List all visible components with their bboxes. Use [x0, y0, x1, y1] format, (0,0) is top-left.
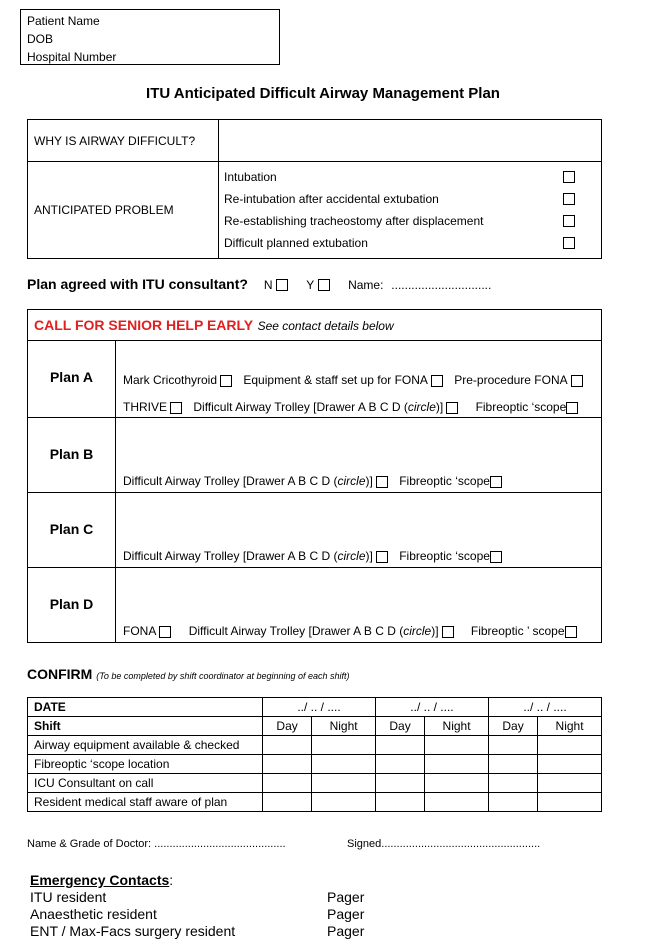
hospital-number-label: Hospital Number	[27, 50, 117, 64]
doctor-name-field[interactable]: ...........................................	[154, 838, 286, 850]
shift-cell[interactable]	[538, 736, 602, 755]
shift-cell[interactable]	[488, 774, 537, 793]
day-header: Day	[488, 717, 537, 736]
fibreoptic-label: Fibreoptic ’ scope	[470, 624, 565, 638]
trolley-label: Difficult Airway Trolley [Drawer A B C D (circle)]	[123, 474, 373, 488]
airway-difficulty-table	[27, 119, 602, 259]
plan-a-label: Plan A	[28, 341, 116, 417]
fona-label: FONA	[123, 624, 157, 638]
day-header: Day	[263, 717, 312, 736]
problem-option	[219, 232, 601, 254]
trolley-checkbox[interactable]	[446, 402, 458, 414]
confirm-note: (To be completed by shift coordinator at beginning of each shift)	[96, 671, 350, 681]
mark-cricothyroid-checkbox[interactable]	[220, 375, 232, 387]
problem-reintubation-checkbox[interactable]	[563, 193, 575, 205]
anticipated-problem-label: ANTICIPATED PROBLEM	[28, 162, 219, 259]
contact-role: ENT / Max-Facs surgery resident	[30, 923, 236, 939]
trolley-checkbox[interactable]	[442, 626, 454, 638]
shift-confirm-table	[27, 697, 602, 812]
plan-a-line-1	[123, 373, 583, 387]
emergency-heading-colon: :	[169, 872, 174, 888]
shift-cell[interactable]	[312, 774, 376, 793]
shift-cell[interactable]	[375, 793, 424, 812]
plan-c-line	[123, 549, 510, 563]
why-difficult-label: WHY IS AIRWAY DIFFICULT?	[28, 120, 219, 162]
yes-label: Y	[306, 278, 315, 292]
contact-row	[30, 906, 365, 923]
thrive-checkbox[interactable]	[170, 402, 182, 414]
contact-row	[30, 923, 365, 940]
shift-label: Shift	[28, 717, 263, 736]
shift-cell[interactable]	[263, 793, 312, 812]
day-header: Day	[375, 717, 424, 736]
doctor-name-label: Name & Grade of Doctor:	[27, 838, 152, 850]
night-header: Night	[425, 717, 489, 736]
problem-tracheostomy-label: Re-establishing tracheostomy after displacement	[224, 214, 484, 228]
table-row	[28, 736, 602, 755]
contact-role: Anaesthetic resident	[30, 906, 157, 922]
patient-name-label: Patient Name	[27, 14, 100, 28]
shift-cell[interactable]	[312, 793, 376, 812]
table-row	[28, 755, 602, 774]
plan-b-label: Plan B	[28, 418, 116, 492]
contact-pager: Pager	[327, 923, 365, 939]
emergency-heading: Emergency Contacts	[30, 872, 170, 888]
signed-field[interactable]: ....................................................	[381, 838, 541, 850]
plans-table	[27, 309, 602, 643]
fibreoptic-label: Fibreoptic ‘scope	[399, 549, 490, 563]
night-header: Night	[538, 717, 602, 736]
trolley-label: Difficult Airway Trolley [Drawer A B C D (circle)]	[123, 549, 373, 563]
date-field[interactable]: ../ .. / ....	[375, 698, 488, 717]
plan-b-row	[28, 418, 601, 493]
why-difficult-field[interactable]	[219, 120, 602, 162]
date-field[interactable]: ../ .. / ....	[488, 698, 601, 717]
trolley-checkbox[interactable]	[376, 551, 388, 563]
plan-d-row	[28, 568, 601, 642]
shift-cell[interactable]	[425, 755, 489, 774]
yes-checkbox[interactable]	[318, 279, 330, 291]
no-checkbox[interactable]	[276, 279, 288, 291]
fibreoptic-checkbox[interactable]	[565, 626, 577, 638]
shift-cell[interactable]	[312, 736, 376, 755]
fibreoptic-checkbox[interactable]	[490, 551, 502, 563]
date-field[interactable]: ../ .. / ....	[263, 698, 376, 717]
trolley-label: Difficult Airway Trolley [Drawer A B C D (circle)]	[188, 624, 439, 638]
plan-c-row	[28, 493, 601, 568]
shift-cell[interactable]	[263, 774, 312, 793]
contact-role: ITU resident	[30, 889, 107, 905]
problem-tracheostomy-checkbox[interactable]	[563, 215, 575, 227]
plan-d-label: Plan D	[28, 568, 116, 642]
shift-cell[interactable]	[538, 774, 602, 793]
date-label: DATE	[28, 698, 263, 717]
problem-intubation-checkbox[interactable]	[563, 171, 575, 183]
row-label: Fibreoptic ‘scope location	[28, 755, 263, 774]
contact-pager: Pager	[327, 889, 365, 905]
problem-option	[219, 166, 601, 188]
shift-cell[interactable]	[425, 736, 489, 755]
fibreoptic-checkbox[interactable]	[566, 402, 578, 414]
plan-b-line	[123, 474, 510, 488]
problem-option	[219, 210, 601, 232]
equipment-fona-label: Equipment & staff set up for FONA	[243, 373, 428, 387]
plan-agreed-label: Plan agreed with ITU consultant?	[27, 276, 248, 292]
fona-checkbox[interactable]	[159, 626, 171, 638]
trolley-checkbox[interactable]	[376, 476, 388, 488]
emergency-contacts	[30, 872, 365, 940]
night-header: Night	[312, 717, 376, 736]
table-row	[28, 793, 602, 812]
shift-cell[interactable]	[425, 793, 489, 812]
dob-label: DOB	[27, 32, 54, 46]
patient-details-box	[20, 9, 280, 65]
plan-agreed-line	[27, 276, 491, 292]
shift-cell[interactable]	[263, 736, 312, 755]
no-label: N	[263, 278, 273, 292]
confirm-heading	[27, 666, 350, 682]
shift-cell[interactable]	[488, 755, 537, 774]
shift-cell[interactable]	[538, 793, 602, 812]
problem-reintubation-label: Re-intubation after accidental extubation	[224, 192, 439, 206]
equipment-fona-checkbox[interactable]	[431, 375, 443, 387]
doctor-signature-line	[27, 838, 286, 850]
plan-a-line-2	[123, 400, 578, 414]
plan-c-label: Plan C	[28, 493, 116, 567]
consultant-name-field[interactable]: ..............................	[391, 278, 492, 292]
contact-pager: Pager	[327, 906, 365, 922]
problem-extubation-checkbox[interactable]	[563, 237, 575, 249]
row-label: Resident medical staff aware of plan	[28, 793, 263, 812]
consultant-name-label: Name:	[348, 278, 384, 292]
shift-cell[interactable]	[375, 774, 424, 793]
plan-d-line	[123, 624, 585, 638]
shift-cell[interactable]	[425, 774, 489, 793]
shift-cell[interactable]	[375, 755, 424, 774]
call-senior-help-header	[28, 310, 601, 341]
shift-cell[interactable]	[312, 755, 376, 774]
call-senior-help-text: CALL FOR SENIOR HELP EARLY	[34, 317, 254, 333]
shift-cell[interactable]	[375, 736, 424, 755]
fibreoptic-label: Fibreoptic ‘scope	[475, 400, 567, 414]
signed-label: Signed	[347, 838, 382, 850]
thrive-label: THRIVE	[123, 400, 168, 414]
problem-option	[219, 188, 601, 210]
shift-cell[interactable]	[488, 736, 537, 755]
problem-extubation-label: Difficult planned extubation	[224, 236, 368, 250]
row-label: ICU Consultant on call	[28, 774, 263, 793]
shift-cell[interactable]	[488, 793, 537, 812]
confirm-title: CONFIRM	[27, 666, 93, 682]
call-senior-help-note: See contact details below	[257, 319, 394, 333]
fibreoptic-checkbox[interactable]	[490, 476, 502, 488]
row-label: Airway equipment available & checked	[28, 736, 263, 755]
signed-line	[347, 838, 540, 850]
trolley-label: Difficult Airway Trolley [Drawer A B C D (circle)]	[193, 400, 444, 414]
fibreoptic-label: Fibreoptic ‘scope	[399, 474, 490, 488]
shift-cell[interactable]	[263, 755, 312, 774]
table-row	[28, 774, 602, 793]
page-title: ITU Anticipated Difficult Airway Management Plan	[146, 85, 500, 102]
mark-cricothyroid-label: Mark Cricothyroid	[123, 373, 218, 387]
pre-procedure-fona-checkbox[interactable]	[571, 375, 583, 387]
contact-row	[30, 889, 365, 906]
plan-a-row	[28, 341, 601, 418]
pre-procedure-fona-label: Pre-procedure FONA	[454, 373, 568, 387]
shift-cell[interactable]	[538, 755, 602, 774]
problem-intubation-label: Intubation	[224, 170, 277, 184]
